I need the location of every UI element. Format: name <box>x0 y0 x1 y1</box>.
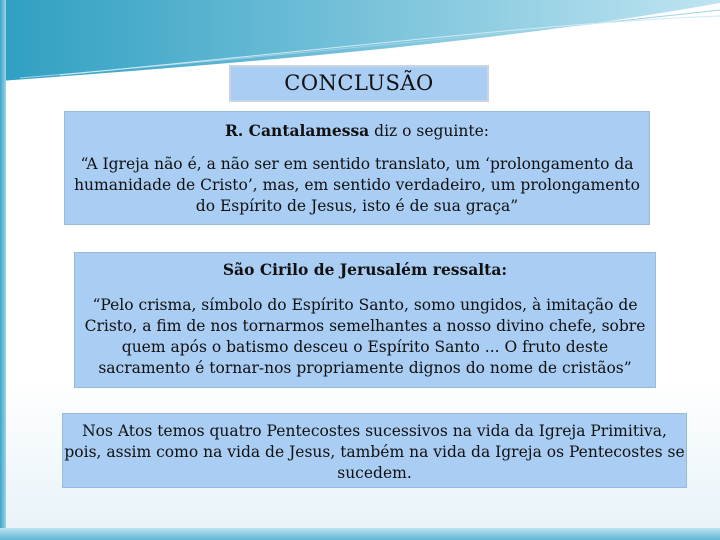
page-title: CONCLUSÃO <box>284 71 434 95</box>
pentecostes-box <box>62 413 687 488</box>
cirilo-quote: “Pelo crisma, símbolo do Espírito Santo, somo ungidos, à imitação de Cristo, a fim de nos tornarmos semelhantes a nosso divino chefe, sobre quem após o batismo desceu o Espírito Santo ... O fruto deste sacramento é tornar-nos propriamente dignos do nome de cristãos” <box>84 296 646 377</box>
left-accent-bar <box>0 0 6 540</box>
cantalamessa-quote-box <box>64 111 650 225</box>
author-name: R. Cantalamessa <box>225 121 370 140</box>
cantalamessa-quote: “A Igreja não é, a não ser em sentido translato, um ‘prolongamento da humanidade de Cristo’, mas, em sentido verdadeiro, um prolongamento do Espírito de Jesus, isto é de sua graça” <box>74 155 640 215</box>
quote-heading <box>65 120 649 142</box>
intro-text: diz o seguinte: <box>369 122 489 140</box>
cirilo-quote-box <box>74 252 656 388</box>
cirilo-heading: São Cirilo de Jerusalém ressalta: <box>222 260 508 279</box>
title-box <box>229 65 489 102</box>
pentecostes-text: Nos Atos temos quatro Pentecostes sucessivos na vida da Igreja Primitiva, pois, assim como na vida de Jesus, também na vida da Igreja os Pentecostes se sucedem. <box>64 422 685 482</box>
quote-heading <box>75 259 655 281</box>
bottom-accent-bar <box>0 528 720 540</box>
